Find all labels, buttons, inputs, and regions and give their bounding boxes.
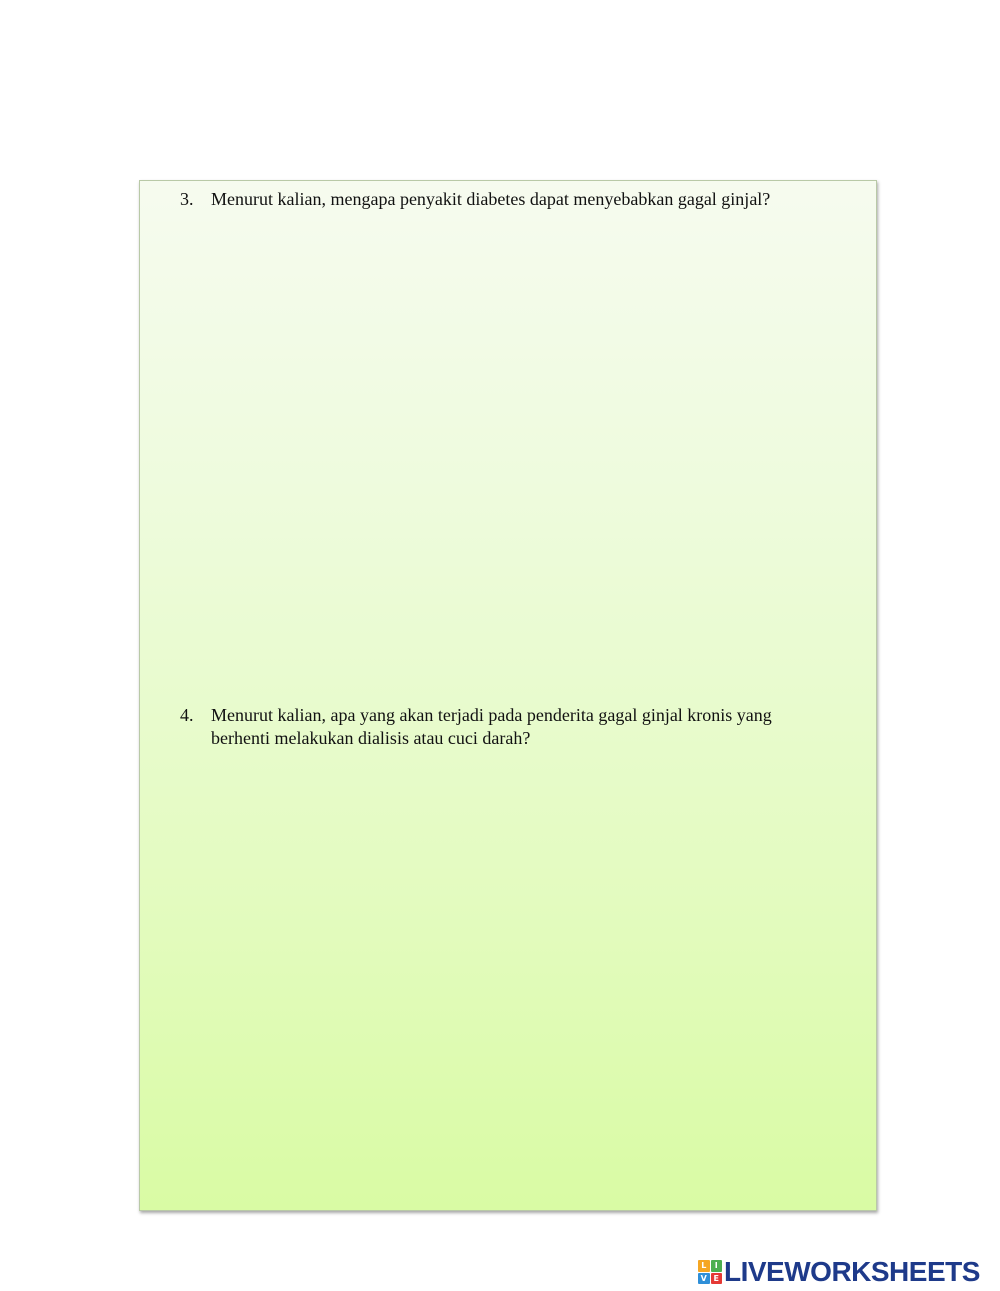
worksheet-page bbox=[139, 180, 877, 1211]
question-number: 4. bbox=[180, 705, 194, 725]
logo-letter: I bbox=[711, 1260, 723, 1272]
question-3 bbox=[180, 188, 830, 211]
logo-text: LIVEWORKSHEETS bbox=[724, 1256, 980, 1287]
question-number: 3. bbox=[180, 189, 194, 209]
question-text: Menurut kalian, mengapa penyakit diabetes dapat menyebabkan gagal ginjal? bbox=[211, 189, 771, 209]
liveworksheets-logo[interactable] bbox=[698, 1258, 980, 1286]
question-4 bbox=[180, 704, 830, 750]
logo-mark-icon bbox=[698, 1260, 722, 1284]
logo-letter: L bbox=[698, 1260, 710, 1272]
question-text: Menurut kalian, apa yang akan terjadi pada penderita gagal ginjal kronis yang berhenti melakukan dialisis atau cuci darah? bbox=[211, 705, 772, 748]
logo-letter: E bbox=[711, 1273, 723, 1285]
logo-letter: V bbox=[698, 1273, 710, 1285]
